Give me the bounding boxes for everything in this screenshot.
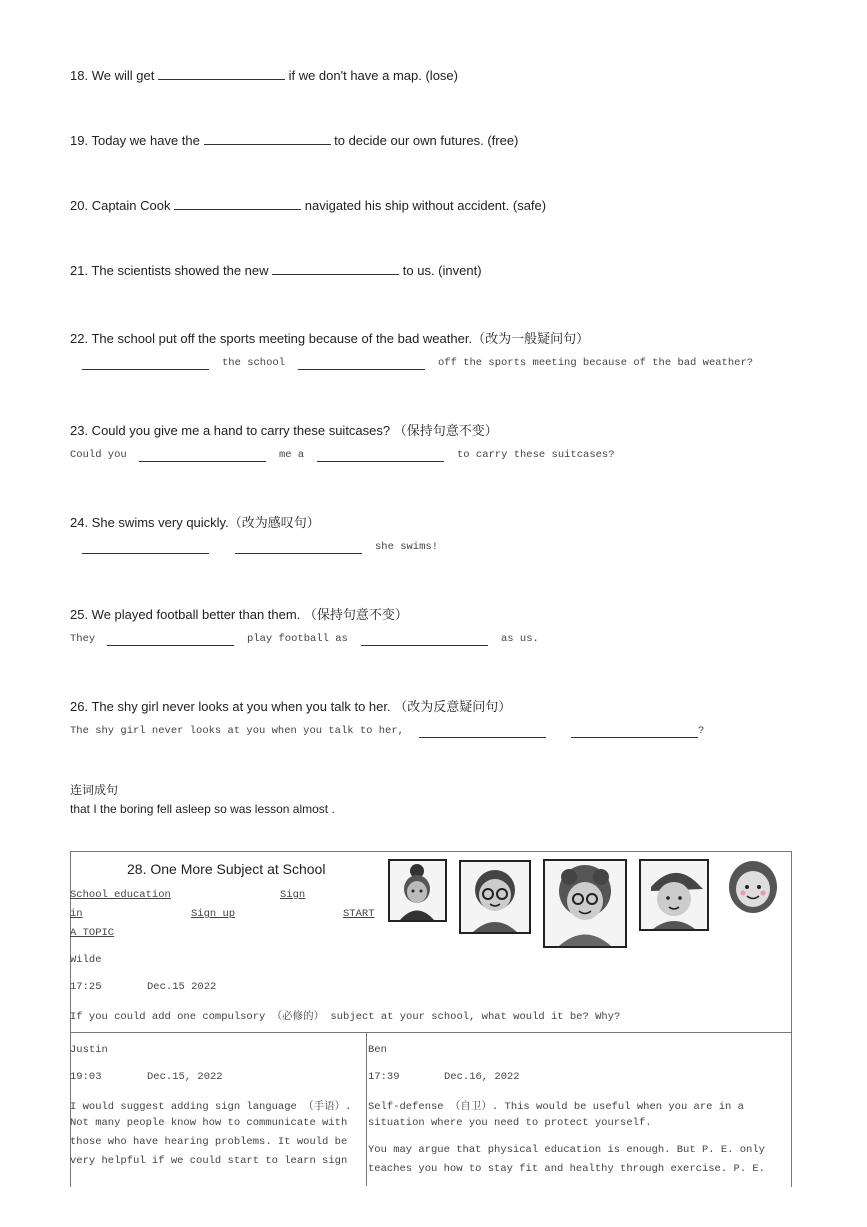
question-26-end-text: ?	[698, 725, 705, 737]
question-23-start-text: Could you	[70, 449, 127, 461]
forum-title: 28. One More Subject at School	[127, 861, 326, 877]
question-22: 22. The school put off the sports meeting because of the bad weather.（改为一般疑问句）	[70, 331, 590, 346]
scrambled-words: that I the boring fell asleep so was lesson almost .	[70, 802, 335, 816]
answer-blank[interactable]	[298, 369, 425, 370]
reply-date: Dec.16, 2022	[444, 1071, 520, 1083]
question-22-mid-text: the school	[222, 357, 286, 369]
sign-in-link-continued[interactable]: in	[70, 908, 83, 920]
question-26-start-text: The shy girl never looks at you when you talk to her,	[70, 725, 404, 737]
question-25-end-text: as us.	[501, 633, 539, 645]
answer-blank[interactable]	[158, 69, 285, 80]
sign-in-link[interactable]: Sign	[280, 889, 306, 901]
curly-hair-boy-avatar	[543, 859, 627, 948]
question-24-end-text: she swims!	[375, 541, 439, 553]
section-heading: 连词成句	[70, 783, 119, 797]
answer-blank[interactable]	[317, 461, 444, 462]
reply-time: 19:03	[70, 1071, 102, 1083]
reply-text-line: very helpful if we could start to learn sign	[70, 1155, 348, 1167]
answer-blank[interactable]	[82, 369, 209, 370]
question-21: 21. The scientists showed the new to us. (invent)	[70, 263, 482, 278]
answer-blank[interactable]	[174, 199, 301, 210]
question-24: 24. She swims very quickly.（改为感叹句）	[70, 515, 320, 530]
reply-author: Justin	[70, 1044, 108, 1056]
answer-blank[interactable]	[272, 264, 399, 275]
answer-blank[interactable]	[419, 737, 546, 738]
reply-time: 17:39	[368, 1071, 400, 1083]
answer-blank[interactable]	[361, 645, 488, 646]
question-22-end-text: off the sports meeting because of the bad weather?	[438, 357, 754, 369]
topic-author: Wilde	[70, 954, 102, 966]
girl-with-bun-avatar	[388, 859, 447, 922]
answer-blank[interactable]	[235, 553, 362, 554]
reply-text-line: teaches you how to stay fit and healthy through exercise. P. E.	[368, 1163, 765, 1175]
topic-time: 17:25	[70, 981, 102, 993]
question-25: 25. We played football better than them. （保持句意不变）	[70, 607, 408, 622]
question-23: 23. Could you give me a hand to carry these suitcases? （保持句意不变）	[70, 423, 498, 438]
question-23-end-text: to carry these suitcases?	[457, 449, 615, 461]
reply-date: Dec.15, 2022	[147, 1071, 223, 1083]
boy-with-glasses-avatar	[459, 860, 531, 934]
question-19: 19. Today we have the to decide our own futures. (free)	[70, 133, 519, 148]
answer-blank[interactable]	[204, 134, 331, 145]
divider	[70, 1032, 791, 1033]
smiling-girl-avatar	[722, 859, 784, 919]
answer-blank[interactable]	[571, 737, 698, 738]
reply-text-line: Self-defense （自卫）. This would be useful when you are in a	[368, 1101, 744, 1113]
answer-blank[interactable]	[82, 553, 209, 554]
start-topic-link-continued[interactable]: A TOPIC	[70, 927, 115, 939]
question-20: 20. Captain Cook navigated his ship without accident. (safe)	[70, 198, 547, 213]
answer-blank[interactable]	[139, 461, 266, 462]
answer-blank[interactable]	[107, 645, 234, 646]
question-18: 18. We will get if we don't have a map. (lose)	[70, 68, 458, 83]
column-divider	[366, 1032, 367, 1186]
topic-date: Dec.15 2022	[147, 981, 217, 993]
reply-text-line: situation where you need to protect yourself.	[368, 1117, 652, 1129]
reply-text-line: those who have hearing problems. It would be	[70, 1136, 348, 1148]
cap-boy-avatar	[639, 859, 709, 931]
reply-text-line: I would suggest adding sign language （手语）.	[70, 1101, 352, 1113]
reply-text-line: Not many people know how to communicate with	[70, 1117, 348, 1129]
start-topic-link[interactable]: START	[343, 908, 375, 920]
topic-question: If you could add one compulsory （必修的） subject at your school, what would it be? Why?	[70, 1011, 621, 1023]
school-education-link[interactable]: School education	[70, 889, 171, 901]
question-25-mid-text: play football as	[247, 633, 348, 645]
question-23-mid-text: me a	[279, 449, 305, 461]
reply-text-line: You may argue that physical education is enough. But P. E. only	[368, 1144, 765, 1156]
question-25-start-text: They	[70, 633, 96, 645]
reply-author: Ben	[368, 1044, 387, 1056]
question-26: 26. The shy girl never looks at you when you talk to her. （改为反意疑问句）	[70, 699, 512, 714]
sign-up-link[interactable]: Sign up	[191, 908, 236, 920]
